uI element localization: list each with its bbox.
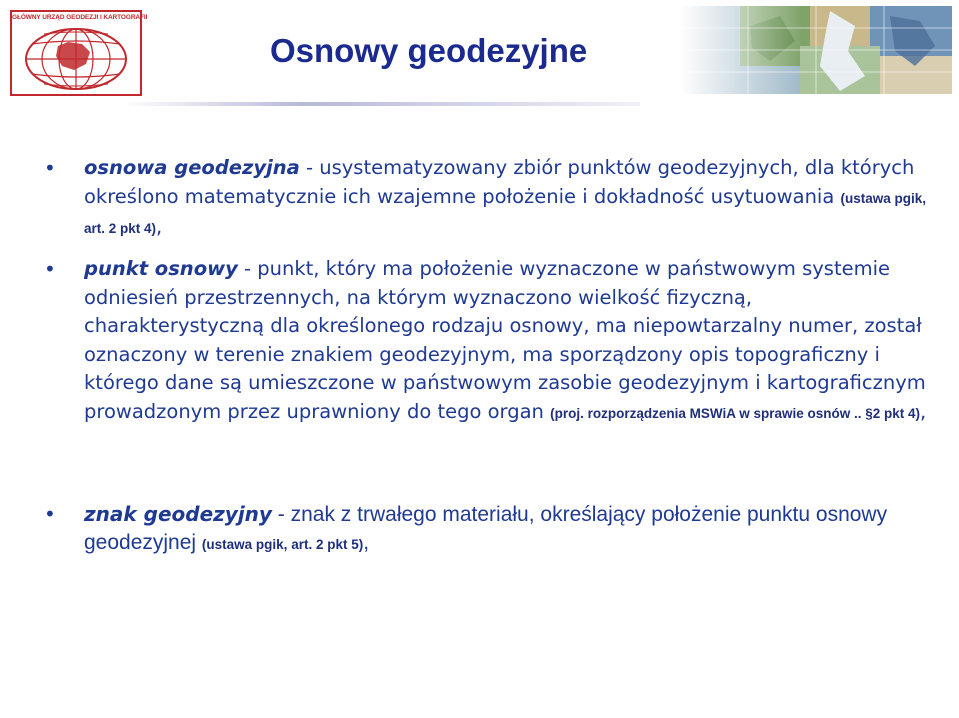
definition-term: punkt osnowy — [84, 257, 238, 280]
page-title: Osnowy geodezyjne — [270, 32, 588, 69]
globe-grid-icon — [16, 24, 136, 94]
definition-text — [84, 154, 935, 244]
definition-item — [44, 500, 935, 559]
legal-reference: (proj. rozporządzenia MSWiA w sprawie osnów .. §2 pkt 4) — [550, 405, 921, 421]
definition-body: - usystematyzowany zbiór punktów geodezyjnych, dla których określono matematycznie ich wzajemne położenie i dokładność usytuowania — [84, 156, 915, 208]
legal-reference: (ustawa pgik, art. 2 pkt 5) — [201, 537, 364, 552]
map-collage-image — [680, 6, 952, 94]
definition-item — [44, 255, 935, 428]
bullet: • — [44, 156, 56, 180]
definition-item — [44, 154, 935, 244]
legal-reference: (ustawa pgik, art. 2 pkt 4) — [84, 190, 927, 236]
definition-term: osnowa geodezyjna — [84, 156, 300, 179]
logo-text: GŁÓWNY URZĄD GEODEZJI I KARTOGRAFII — [12, 14, 148, 21]
trailing-comma: , — [363, 531, 370, 554]
trailing-comma: , — [920, 399, 927, 423]
definition-text — [84, 255, 935, 428]
definition-term: znak geodezyjny — [84, 502, 272, 526]
title-divider — [120, 102, 640, 106]
trailing-comma: , — [156, 215, 163, 238]
gugik-logo — [10, 10, 148, 96]
definition-body: - znak z trwałego materiału, określający położenie punktu osnowy geodezyjnej — [84, 503, 888, 554]
definition-text — [84, 500, 935, 559]
definition-body: - punkt, który ma położenie wyznaczone w państwowym systemie odniesień przestrzennych, na którym wyznaczono wielkość fizyczną, charakterystyczną dla określonego rodzaju osnowy, ma niepowtarzalny numer, został oznaczony w terenie znakiem geodezyjnym, ma sporządzony opis topograficzny i którego dane są umieszczone w państwowym zasobie geodezyjnym i kartograficznym prowadzonym przez uprawniony do tego organ — [84, 257, 926, 423]
bullet: • — [44, 257, 56, 281]
bullet: • — [44, 502, 56, 526]
